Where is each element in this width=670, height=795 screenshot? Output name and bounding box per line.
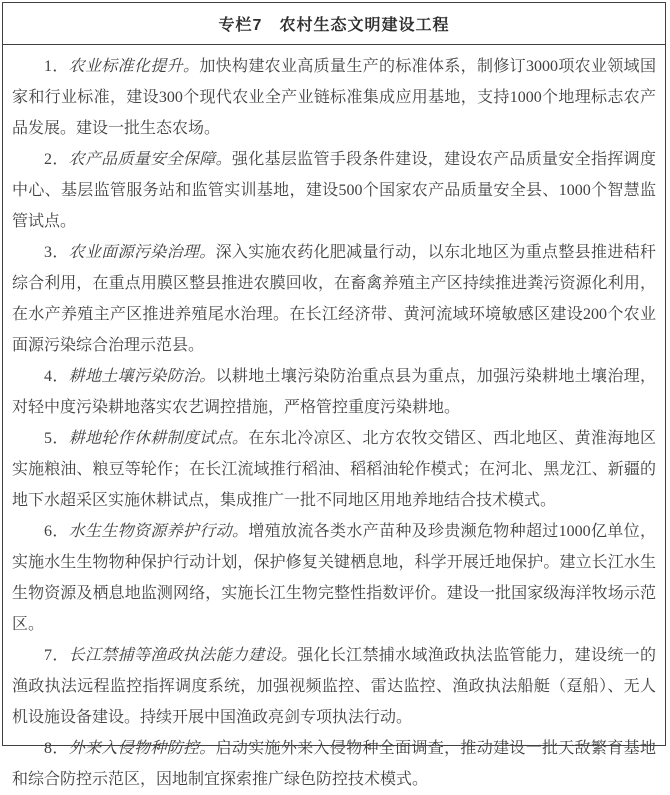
paragraph-number: 6． — [44, 523, 69, 540]
paragraph-text: 强化基层监管手段条件建设，建设农产品质量安全指挥调度中心、基层监管服务站和监管实训基地，建设500个国家农产品质量安全县、1000个智慧监管试点。 — [12, 151, 656, 230]
paragraph-number: 4． — [44, 368, 69, 385]
panel-body — [3, 45, 665, 795]
paragraph-number: 8． — [44, 740, 69, 757]
paragraph-lead-phrase: 农业面源污染治理。 — [68, 244, 216, 261]
paragraph-lead-phrase: 外来入侵物种防控。 — [68, 740, 216, 757]
numbered-paragraph — [12, 640, 656, 733]
paragraph-number: 1． — [44, 58, 69, 75]
paragraph-lead-phrase: 耕地轮作休耕制度试点。 — [68, 430, 249, 447]
column-box-panel — [2, 2, 666, 788]
numbered-paragraph — [12, 51, 656, 144]
paragraph-text: 加快构建农业高质量生产的标准体系，制修订3000项农业领域国家和行业标准，建设300个现代农业全产业链标准集成应用基地，支持1000个地理标志农产品发展。建设一批生态农场。 — [12, 58, 656, 137]
paragraph-text: 强化长江禁捕水域渔政执法监管能力，建设统一的渔政执法远程监控指挥调度系统，加强视频监控、雷达监控、渔政执法船艇（趸船）、无人机设施设备建设。持续开展中国渔政亮剑专项执法行动。 — [12, 647, 656, 726]
numbered-paragraph — [12, 516, 656, 640]
paragraph-lead-phrase: 耕地土壤污染防治。 — [68, 368, 216, 385]
numbered-paragraph — [12, 733, 656, 795]
numbered-paragraph — [12, 237, 656, 361]
paragraph-lead-phrase: 水生生物资源养护行动。 — [68, 523, 249, 540]
paragraph-lead-phrase: 农产品质量安全保障。 — [68, 151, 232, 168]
paragraph-lead-phrase: 农业标准化提升。 — [68, 58, 200, 75]
paragraph-text: 增殖放流各类水产苗种及珍贵濒危物种超过1000亿单位，实施水生生物物种保护行动计划，保护修复关键栖息地，科学开展迁地保护。建立长江水生生物资源及栖息地监测网络，实施长江生物完整性指数评价。建设一批国家级海洋牧场示范区。 — [12, 523, 656, 633]
panel-title-row — [3, 3, 665, 45]
numbered-paragraph — [12, 144, 656, 237]
paragraph-number: 2． — [44, 151, 69, 168]
paragraph-text: 在东北冷凉区、北方农牧交错区、西北地区、黄淮海地区实施粮油、粮豆等轮作；在长江流域推行稻油、稻稻油轮作模式；在河北、黑龙江、新疆的地下水超采区实施休耕试点，集成推广一批不同地区用地养地结合技术模式。 — [12, 430, 656, 509]
paragraph-number: 3． — [44, 244, 69, 261]
paragraph-lead-phrase: 长江禁捕等渔政执法能力建设。 — [68, 647, 298, 664]
panel-title: 专栏7 农村生态文明建设工程 — [218, 17, 450, 34]
paragraph-text: 启动实施外来入侵物种全面调查，推动建设一批天敌繁育基地和综合防控示范区，因地制宜探索推广绿色防控技术模式。 — [12, 740, 656, 788]
paragraph-text: 深入实施农药化肥减量行动，以东北地区为重点整县推进秸秆综合利用，在重点用膜区整县推进农膜回收，在畜禽养殖主产区持续推进粪污资源化利用，在水产养殖主产区推进养殖尾水治理。在长江经济带、黄河流域环境敏感区建设200个农业面源污染综合治理示范县。 — [12, 244, 656, 354]
numbered-paragraph — [12, 361, 656, 423]
paragraph-number: 5． — [44, 430, 69, 447]
paragraph-number: 7． — [44, 647, 69, 664]
numbered-paragraph — [12, 423, 656, 516]
paragraph-text: 以耕地土壤污染防治重点县为重点，加强污染耕地土壤治理，对轻中度污染耕地落实农艺调控措施，严格管控重度污染耕地。 — [12, 368, 656, 416]
